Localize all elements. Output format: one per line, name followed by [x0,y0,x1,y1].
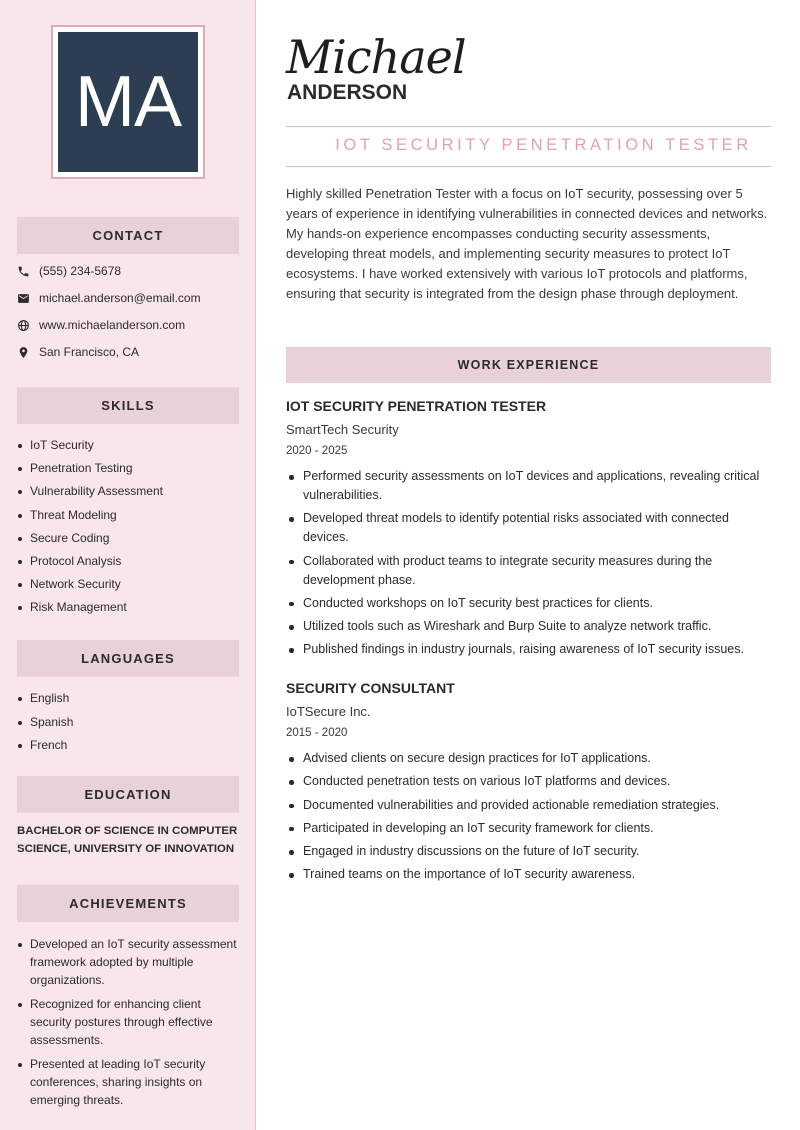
job-dates: 2015 - 2020 [286,727,348,739]
last-name: ANDERSON [287,81,408,104]
website-text[interactable]: www.michaelanderson.com [39,318,186,332]
skill-item: Network Security [17,575,242,598]
contact-website [17,316,185,334]
monogram-frame [51,25,205,179]
job-company: SmartTech Security [286,422,399,437]
achievement-item: Developed an IoT security assessment framework adopted by multiple organizations. [17,935,242,989]
job-bullet: Collaborated with product teams to integrate security measures during the development phase. [286,552,774,590]
phone-text: (555) 234-5678 [39,264,122,278]
skills-heading: SKILLS [17,387,239,424]
first-name: Michael [286,30,466,84]
job-company: IoTSecure Inc. [286,704,371,719]
job-bullet: Documented vulnerabilities and provided actionable remediation strategies. [286,796,774,815]
job-bullet: Trained teams on the importance of IoT security awareness. [286,865,774,884]
job-bullet: Published findings in industry journals, raising awareness of IoT security issues. [286,640,774,659]
location-pin-icon [17,346,30,359]
job-bullet: Performed security assessments on IoT devices and applications, revealing critical vulnerabilities. [286,467,774,505]
skill-item: Risk Management [17,598,242,621]
achievement-item: Recognized for enhancing client security postures through effective assessments. [17,995,242,1049]
title-rule-top [286,126,771,127]
summary: Highly skilled Penetration Tester with a focus on IoT security, possessing over 5 years of experience in identifying vulnerabilities in connected devices and networks. My hands-on experience encompasses conducting security assessments, developing threat models, and implementing security measures to protect IoT ecosystems. I have worked extensively with various IoT protocols and platforms, ensuring that security is integrated from the design phase through deployment. [286,186,768,302]
job-bullet: Participated in developing an IoT security framework for clients. [286,819,774,838]
contact-heading: CONTACT [17,217,239,254]
globe-icon [17,319,30,332]
skill-item: Secure Coding [17,529,242,552]
achievements-heading: ACHIEVEMENTS [17,885,239,922]
monogram: MA [58,32,198,172]
job-bullets [286,749,774,889]
skill-item: Vulnerability Assessment [17,482,242,505]
job-bullets [286,467,774,664]
job-bullet: Advised clients on secure design practices for IoT applications. [286,749,774,768]
email-text[interactable]: michael.anderson@email.com [39,291,201,305]
title-rule-bottom [286,166,771,167]
contact-phone [17,262,121,280]
job-role: SECURITY CONSULTANT [286,680,455,696]
location-text: San Francisco, CA [39,345,140,359]
languages-list [17,689,242,760]
achievement-item: Presented at leading IoT security conferences, sharing insights on emerging threats. [17,1055,242,1109]
skill-item: Threat Modeling [17,506,242,529]
skill-item: Protocol Analysis [17,552,242,575]
contact-location [17,343,139,361]
job-title: IOT SECURITY PENETRATION TESTER [335,136,752,154]
education-heading: EDUCATION [17,776,239,813]
job-bullet: Conducted penetration tests on various IoT platforms and devices. [286,772,774,791]
sidebar [0,0,256,1130]
job-bullet: Developed threat models to identify potential risks associated with connected devices. [286,509,774,547]
job-dates: 2020 - 2025 [286,445,348,457]
language-item: Spanish [17,713,242,737]
job-role: IOT SECURITY PENETRATION TESTER [286,398,547,414]
email-icon [17,292,30,305]
job-bullet: Conducted workshops on IoT security best practices for clients. [286,594,774,613]
job-bullet: Utilized tools such as Wireshark and Burp Suite to analyze network traffic. [286,617,774,636]
education-degree: BACHELOR OF SCIENCE IN COMPUTER SCIENCE, UNIVERSITY OF INNOVATION [17,825,238,855]
contact-email [17,289,201,307]
language-item: English [17,689,242,713]
languages-heading: LANGUAGES [17,640,239,677]
skills-list [17,436,242,622]
phone-icon [17,265,30,278]
language-item: French [17,736,242,760]
skill-item: IoT Security [17,436,242,459]
skill-item: Penetration Testing [17,459,242,482]
achievements-list [17,935,242,1115]
work-experience-heading: WORK EXPERIENCE [286,347,771,383]
job-bullet: Engaged in industry discussions on the future of IoT security. [286,842,774,861]
